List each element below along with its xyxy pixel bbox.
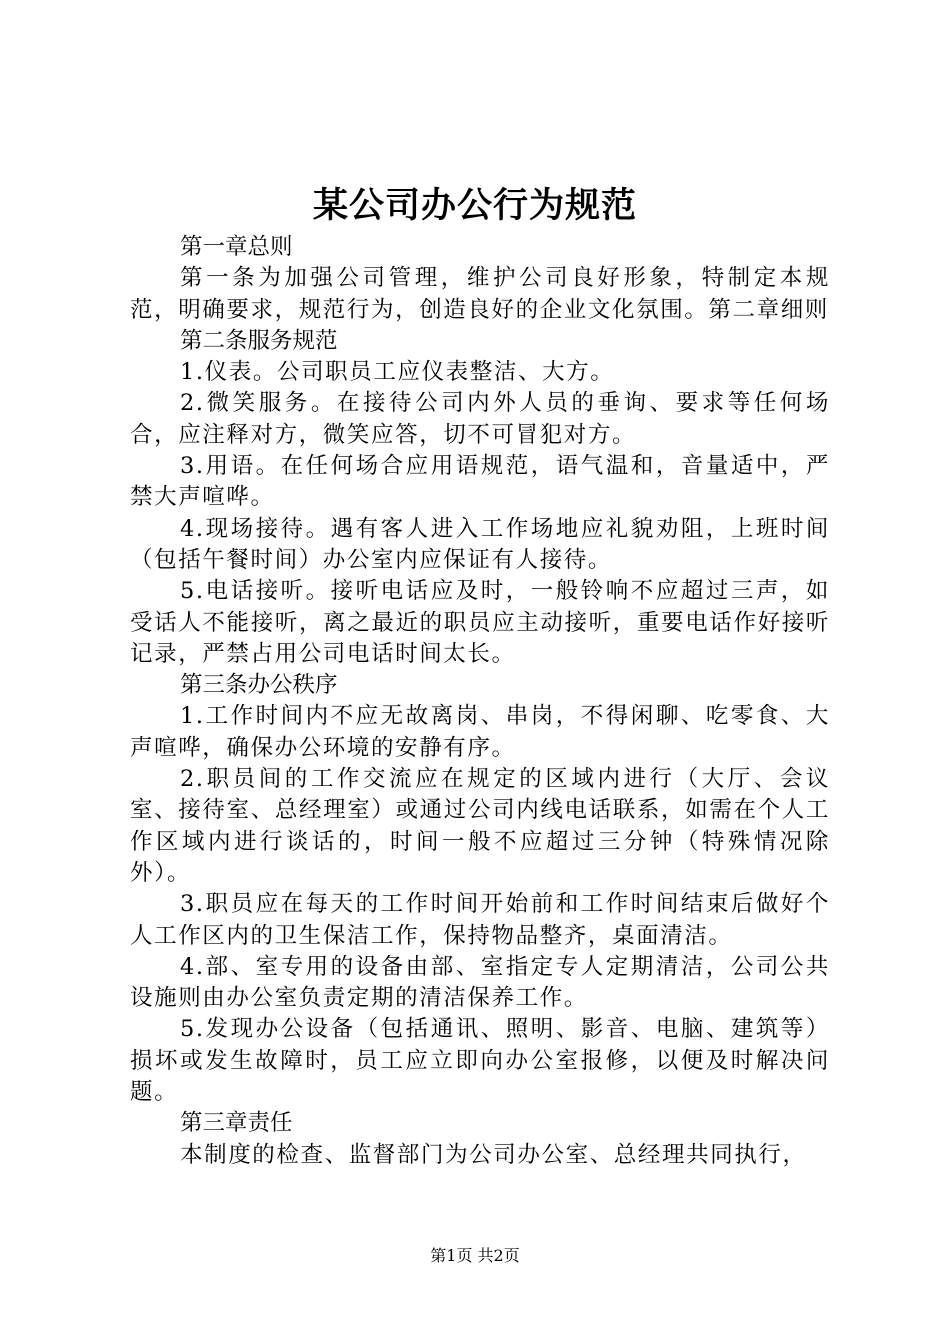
document-body [130,232,830,1171]
list-item: 1.工作时间内不应无故离岗、串岗，不得闲聊、吃零食、大声喧哗，确保办公环境的安静有序。 [130,703,830,761]
list-item: 3.职员应在每天的工作时间开始前和工作时间结束后做好个人工作区内的卫生保洁工作，保持物品整齐，桌面清洁。 [130,891,830,949]
list-item: 5.电话接听。接听电话应及时，一般铃响不应超过三声，如受话人不能接听，离之最近的职员应主动接听，重要电话作好接听记录，严禁占用公司电话时间太长。 [130,578,830,667]
list-item: 1.仪表。公司职员工应仪表整洁、大方。 [180,359,615,386]
paragraph: 本制度的检查、监督部门为公司办公室、总经理共同执行， [180,1141,807,1168]
chapter-heading: 第三章责任 [180,1110,293,1137]
chapter-heading: 第一章总则 [180,234,293,260]
list-item: 2.职员间的工作交流应在规定的区域内进行（大厅、会议室、接待室、总经理室）或通过公司内线电话联系，如需在个人工作区域内进行谈话的，时间一般不应超过三分钟（特殊情况除外）。 [130,766,830,886]
list-item: 4.部、室专用的设备由部、室指定专人定期清洁，公司公共设施则由办公室负责定期的清洁保养工作。 [130,953,830,1012]
article-heading: 第二条服务规范 [180,327,338,354]
article-heading: 第三条办公秩序 [180,672,338,699]
list-item: 4.现场接待。遇有客人进入工作场地应礼貌劝阻，上班时间（包括午餐时间）办公室内应保证有人接待。 [130,515,830,573]
list-item: 5.发现办公设备（包括通讯、照明、影音、电脑、建筑等）损坏或发生故障时，员工应立即向办公室报修，以便及时解决问题。 [130,1016,830,1106]
paragraph: 第一条为加强公司管理，维护公司良好形象，特制定本规范，明确要求，规范行为，创造良好的企业文化氛围。第二章细则 [130,265,830,323]
document-title: 某公司办公行为规范 [312,185,637,226]
list-item: 2.微笑服务。在接待公司内外人员的垂询、要求等任何场合，应注释对方，微笑应答，切不可冒犯对方。 [130,390,830,448]
list-item: 3.用语。在任何场合应用语规范，语气温和，音量适中，严禁大声喧哗。 [130,453,830,511]
page-number-footer: 第1页 共2页 [430,1246,520,1265]
